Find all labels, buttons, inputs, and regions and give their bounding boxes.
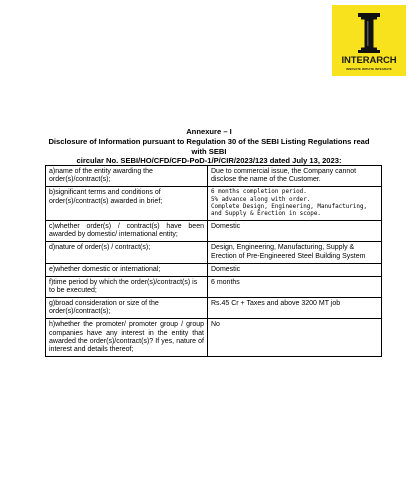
row-value: Domestic <box>208 263 382 276</box>
row-value <box>208 187 382 221</box>
disclosure-title: Disclosure of Information pursuant to Regulation 30 of the SEBI Listing Regulations read with SEBI <box>48 136 370 156</box>
row-value: 6 months <box>208 276 382 297</box>
row-value: Design, Engineering, Manufacturing, Supply & Erection of Pre-Engineered Steel Building System <box>208 242 382 263</box>
row-value: Due to commercial issue, the Company cannot disclose the name of the Customer. <box>208 166 382 187</box>
row-label: a)name of the entity awarding the order(s)/contract(s); <box>46 166 208 187</box>
row-value: No <box>208 319 382 357</box>
company-logo <box>332 5 406 76</box>
term-line: Complete Design, Engineering, Manufacturing, and Supply & Erection in scope. <box>211 203 368 218</box>
table-row <box>46 263 382 276</box>
annexure-title: Annexure – I <box>186 127 232 136</box>
table-row <box>46 166 382 187</box>
table-row <box>46 297 382 318</box>
term-line: 5% advance along with order. <box>211 196 311 203</box>
table-row <box>46 242 382 263</box>
disclosure-table <box>45 165 382 357</box>
row-value: Domestic <box>208 221 382 242</box>
row-label: b)significant terms and conditions of order(s)/contract(s) awarded in brief; <box>46 187 208 221</box>
interarch-pillar-icon <box>332 5 406 57</box>
row-label: e)whether domestic or international; <box>46 263 208 276</box>
term-line: 6 months completion period. <box>211 189 307 196</box>
row-label: f)time period by which the order(s)/contract(s) is to be executed; <box>46 276 208 297</box>
table-row <box>46 276 382 297</box>
page-heading <box>40 127 378 166</box>
row-label: h)whether the promoter/ promoter group / group companies have any interest in the entity that awarded the order(s)/contract(s)? If yes, nature of interest and details thereof; <box>46 319 208 357</box>
table-row <box>46 319 382 357</box>
logo-tagline: INNOVATE INITIATE INTEGRATE <box>346 67 392 71</box>
table-row <box>46 221 382 242</box>
row-value: Rs.45 Cr + Taxes and above 3200 MT job <box>208 297 382 318</box>
circular-reference: circular No. SEBI/HO/CFD/CFD-PoD-1/P/CIR/2023/123 dated July 13, 2023: <box>76 156 342 166</box>
table-row <box>46 187 382 221</box>
row-label: c)whether order(s) / contract(s) have been awarded by domestic/ international entity; <box>46 221 208 242</box>
row-label: d)nature of order(s) / contract(s); <box>46 242 208 263</box>
logo-brand-text: INTERARCH <box>341 55 397 66</box>
row-label: g)broad consideration or size of the order(s)/contract(s); <box>46 297 208 318</box>
